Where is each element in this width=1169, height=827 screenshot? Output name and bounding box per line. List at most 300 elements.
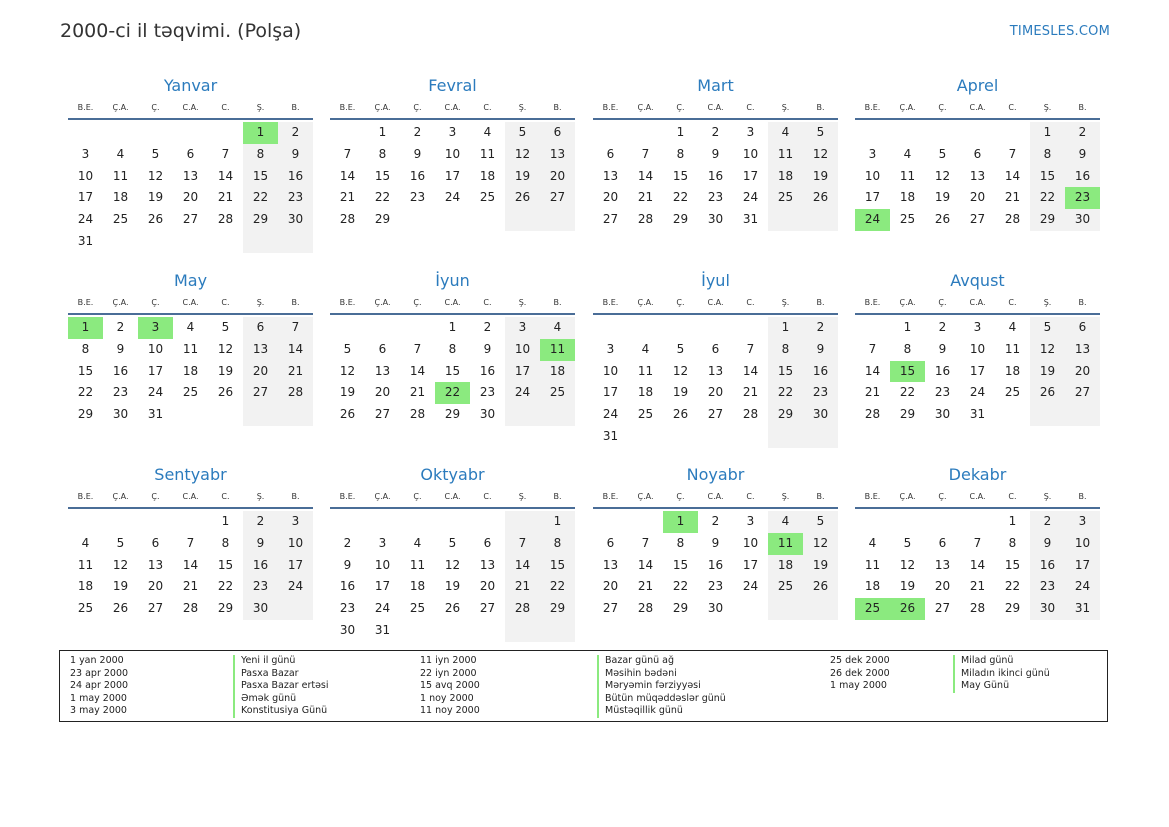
day-cell: 11 bbox=[77, 557, 94, 572]
weekday-label: B.E. bbox=[339, 492, 356, 501]
day-cell: 25 bbox=[409, 601, 426, 616]
empty-cell bbox=[400, 317, 435, 339]
weekday-label: Ç. bbox=[938, 492, 947, 501]
day-cell: 13 bbox=[374, 363, 391, 378]
day-cell: 10 bbox=[77, 168, 94, 183]
weekday-label: Ç.A. bbox=[637, 103, 654, 112]
day-cell: 31 bbox=[602, 428, 619, 443]
weekday-label: B.E. bbox=[602, 103, 619, 112]
day-cell: 1 bbox=[903, 320, 912, 334]
empty-cell bbox=[663, 317, 698, 339]
day-cell: 29 bbox=[768, 404, 803, 426]
day-cell: 1 bbox=[676, 125, 685, 139]
day-cell: 24 bbox=[444, 190, 461, 205]
weekday-label: Ç.A. bbox=[112, 103, 129, 112]
empty-cell bbox=[505, 620, 540, 642]
empty-cell bbox=[628, 317, 663, 339]
day-cell: 21 bbox=[505, 576, 540, 598]
day-cell: 16 bbox=[934, 363, 951, 378]
weekday-label: C. bbox=[221, 492, 230, 501]
day-cell: 18 bbox=[899, 190, 916, 205]
day-cell: 14 bbox=[637, 168, 654, 183]
day-cell: 29 bbox=[672, 212, 689, 227]
day-cell: 26 bbox=[672, 407, 689, 422]
weekday-label: C.A. bbox=[969, 103, 986, 112]
weekday-label: B.E. bbox=[77, 298, 94, 307]
holiday-name: Miladın ikinci günü bbox=[961, 667, 1050, 679]
weekday-label: C. bbox=[746, 298, 755, 307]
day-cell: 23 bbox=[112, 385, 129, 400]
day-cell: 25 bbox=[112, 212, 129, 227]
day-cell: 24 bbox=[1065, 576, 1100, 598]
weekday-label: Ç.A. bbox=[374, 298, 391, 307]
day-cell: 26 bbox=[147, 212, 164, 227]
day-cell: 28 bbox=[339, 212, 356, 227]
day-cell: 23 bbox=[339, 601, 356, 616]
day-cell: 14 bbox=[182, 557, 199, 572]
day-cell: 17 bbox=[505, 361, 540, 383]
weekday-label: Ç. bbox=[151, 492, 160, 501]
day-cell: 10 bbox=[505, 339, 540, 361]
day-cell: 25 bbox=[855, 598, 890, 620]
holiday-name: Pasxa Bazar ertəsi bbox=[241, 680, 329, 692]
empty-cell bbox=[173, 231, 208, 253]
empty-cell bbox=[330, 317, 365, 339]
weekday-header bbox=[855, 293, 1100, 315]
weekday-label: C.A. bbox=[707, 492, 724, 501]
day-cell: 25 bbox=[77, 601, 94, 616]
month-name: Yanvar bbox=[163, 76, 218, 95]
empty-cell bbox=[470, 620, 505, 642]
day-cell: 26 bbox=[217, 385, 234, 400]
empty-cell bbox=[855, 122, 890, 144]
day-cell: 24 bbox=[77, 212, 94, 227]
day-cell: 26 bbox=[934, 212, 951, 227]
day-cell: 6 bbox=[540, 122, 575, 144]
empty-cell bbox=[208, 404, 243, 426]
day-cell: 30 bbox=[707, 601, 724, 616]
day-cell: 17 bbox=[77, 190, 94, 205]
day-cell: 9 bbox=[1030, 533, 1065, 555]
weekday-label: Ç.A. bbox=[637, 298, 654, 307]
day-cell: 28 bbox=[637, 212, 654, 227]
day-grid bbox=[593, 122, 838, 231]
day-cell: 7 bbox=[221, 146, 230, 161]
day-cell: 30 bbox=[112, 407, 129, 422]
empty-cell bbox=[890, 511, 925, 533]
day-cell: 9 bbox=[711, 535, 720, 550]
site-link[interactable]: TIMESLES.COM bbox=[1009, 24, 1110, 39]
month-6 bbox=[330, 267, 575, 426]
day-cell: 14 bbox=[217, 168, 234, 183]
day-cell: 27 bbox=[479, 601, 496, 616]
weekday-label: C.A. bbox=[182, 298, 199, 307]
weekday-label: B.E. bbox=[77, 103, 94, 112]
month-name: Sentyabr bbox=[154, 465, 227, 484]
day-cell: 21 bbox=[742, 385, 759, 400]
day-cell: 19 bbox=[112, 579, 129, 594]
weekday-header bbox=[330, 98, 575, 120]
weekday-label: Ç.A. bbox=[112, 492, 129, 501]
month-1 bbox=[68, 72, 313, 253]
day-cell: 22 bbox=[435, 382, 470, 404]
holiday-date: 1 may 2000 bbox=[830, 680, 887, 692]
empty-cell bbox=[803, 598, 838, 620]
month-9 bbox=[68, 461, 313, 620]
day-cell: 20 bbox=[707, 385, 724, 400]
holiday-name: Yeni il günü bbox=[241, 655, 296, 666]
empty-cell bbox=[470, 209, 505, 231]
day-cell: 31 bbox=[77, 233, 94, 248]
holiday-date: 15 avq 2000 bbox=[420, 680, 480, 692]
day-cell: 4 bbox=[483, 125, 492, 139]
day-cell: 22 bbox=[1004, 579, 1021, 594]
weekday-header bbox=[330, 293, 575, 315]
weekday-label: C. bbox=[1008, 103, 1017, 112]
day-cell: 8 bbox=[540, 533, 575, 555]
weekday-label: Ç. bbox=[413, 298, 422, 307]
day-cell: 10 bbox=[969, 341, 986, 356]
holiday-name: Müstəqillik günü bbox=[605, 705, 683, 717]
day-cell: 15 bbox=[1030, 166, 1065, 188]
day-cell: 1 bbox=[221, 514, 230, 528]
day-cell: 4 bbox=[186, 320, 195, 334]
empty-cell bbox=[733, 598, 768, 620]
weekday-label: Ç.A. bbox=[899, 103, 916, 112]
day-cell: 25 bbox=[899, 212, 916, 227]
weekday-label: B.E. bbox=[602, 298, 619, 307]
day-cell: 18 bbox=[540, 361, 575, 383]
weekday-label: C.A. bbox=[444, 492, 461, 501]
day-cell: 4 bbox=[903, 146, 912, 161]
day-cell: 24 bbox=[602, 407, 619, 422]
day-cell: 23 bbox=[1030, 576, 1065, 598]
day-cell: 2 bbox=[413, 125, 422, 139]
day-cell: 6 bbox=[606, 146, 615, 161]
day-cell: 1 bbox=[68, 317, 103, 339]
day-cell: 20 bbox=[1065, 361, 1100, 383]
empty-cell bbox=[593, 122, 628, 144]
day-cell: 9 bbox=[243, 533, 278, 555]
day-cell: 18 bbox=[77, 579, 94, 594]
holiday-name: Konstitusiya Günü bbox=[241, 705, 328, 717]
day-cell: 30 bbox=[803, 404, 838, 426]
holiday-dates bbox=[70, 655, 128, 718]
day-cell: 1 bbox=[540, 511, 575, 533]
weekday-label: C.A. bbox=[444, 298, 461, 307]
day-cell: 22 bbox=[540, 576, 575, 598]
weekday-label: B.E. bbox=[864, 298, 881, 307]
day-cell: 23 bbox=[479, 385, 496, 400]
day-cell: 13 bbox=[707, 363, 724, 378]
day-cell: 10 bbox=[742, 535, 759, 550]
month-name: Aprel bbox=[956, 76, 999, 95]
day-cell: 18 bbox=[864, 579, 881, 594]
empty-cell bbox=[243, 231, 278, 253]
weekday-label: C.A. bbox=[707, 298, 724, 307]
day-grid bbox=[330, 317, 575, 426]
day-cell: 9 bbox=[803, 339, 838, 361]
day-cell: 21 bbox=[969, 579, 986, 594]
weekday-label: B. bbox=[1078, 298, 1087, 307]
holiday-dates bbox=[420, 655, 480, 718]
empty-cell bbox=[103, 231, 138, 253]
day-cell: 15 bbox=[444, 363, 461, 378]
empty-cell bbox=[435, 620, 470, 642]
empty-cell bbox=[505, 209, 540, 231]
day-cell: 18 bbox=[182, 363, 199, 378]
weekday-label: Ç.A. bbox=[374, 103, 391, 112]
day-cell: 22 bbox=[899, 385, 916, 400]
empty-cell bbox=[400, 511, 435, 533]
day-cell: 16 bbox=[707, 557, 724, 572]
day-cell: 17 bbox=[444, 168, 461, 183]
day-cell: 17 bbox=[602, 385, 619, 400]
day-cell: 19 bbox=[1030, 361, 1065, 383]
day-cell: 9 bbox=[1065, 144, 1100, 166]
empty-cell bbox=[960, 122, 995, 144]
day-cell: 27 bbox=[1065, 382, 1100, 404]
holiday-names bbox=[953, 655, 1050, 693]
empty-cell bbox=[365, 317, 400, 339]
weekday-header bbox=[593, 487, 838, 509]
day-cell: 24 bbox=[855, 209, 890, 231]
day-cell: 24 bbox=[147, 385, 164, 400]
empty-cell bbox=[803, 426, 838, 448]
day-cell: 27 bbox=[540, 187, 575, 209]
day-cell: 29 bbox=[899, 407, 916, 422]
day-cell: 19 bbox=[934, 190, 951, 205]
weekday-label: C. bbox=[221, 103, 230, 112]
day-cell: 21 bbox=[339, 190, 356, 205]
day-cell: 12 bbox=[217, 341, 234, 356]
day-cell: 2 bbox=[243, 511, 278, 533]
day-cell: 10 bbox=[1065, 533, 1100, 555]
day-cell: 8 bbox=[1030, 144, 1065, 166]
empty-cell bbox=[960, 511, 995, 533]
day-cell: 2 bbox=[803, 317, 838, 339]
day-cell: 21 bbox=[637, 190, 654, 205]
day-cell: 25 bbox=[540, 382, 575, 404]
empty-cell bbox=[173, 122, 208, 144]
day-cell: 15 bbox=[243, 166, 278, 188]
day-cell: 31 bbox=[969, 407, 986, 422]
empty-cell bbox=[995, 122, 1030, 144]
day-cell: 16 bbox=[1065, 166, 1100, 188]
day-cell: 12 bbox=[147, 168, 164, 183]
day-cell: 7 bbox=[1008, 146, 1017, 161]
day-cell: 5 bbox=[116, 535, 125, 550]
day-cell: 16 bbox=[112, 363, 129, 378]
day-cell: 19 bbox=[803, 166, 838, 188]
day-cell: 9 bbox=[116, 341, 125, 356]
day-cell: 14 bbox=[864, 363, 881, 378]
day-cell: 7 bbox=[868, 341, 877, 356]
day-cell: 24 bbox=[742, 579, 759, 594]
day-cell: 22 bbox=[1030, 187, 1065, 209]
empty-cell bbox=[68, 511, 103, 533]
day-cell: 29 bbox=[243, 209, 278, 231]
day-cell: 27 bbox=[969, 212, 986, 227]
day-cell: 3 bbox=[138, 317, 173, 339]
weekday-label: C.A. bbox=[969, 492, 986, 501]
day-cell: 19 bbox=[147, 190, 164, 205]
day-cell: 13 bbox=[602, 168, 619, 183]
day-cell: 18 bbox=[637, 385, 654, 400]
empty-cell bbox=[330, 122, 365, 144]
day-cell: 22 bbox=[672, 579, 689, 594]
day-cell: 24 bbox=[374, 601, 391, 616]
day-cell: 25 bbox=[1004, 385, 1021, 400]
day-cell: 19 bbox=[217, 363, 234, 378]
day-cell: 13 bbox=[1065, 339, 1100, 361]
day-cell: 9 bbox=[711, 146, 720, 161]
empty-cell bbox=[855, 317, 890, 339]
holiday-name: May Günü bbox=[961, 680, 1010, 692]
day-cell: 15 bbox=[540, 555, 575, 577]
weekday-label: Ç.A. bbox=[899, 298, 916, 307]
empty-cell bbox=[278, 231, 313, 253]
day-cell: 13 bbox=[602, 557, 619, 572]
day-cell: 8 bbox=[378, 146, 387, 161]
day-cell: 27 bbox=[602, 601, 619, 616]
day-cell: 28 bbox=[505, 598, 540, 620]
day-cell: 21 bbox=[278, 361, 313, 383]
day-cell: 22 bbox=[672, 190, 689, 205]
day-cell: 1 bbox=[448, 320, 457, 334]
day-cell: 31 bbox=[374, 622, 391, 637]
day-cell: 18 bbox=[479, 168, 496, 183]
weekday-label: B. bbox=[1078, 103, 1087, 112]
day-cell: 30 bbox=[1030, 598, 1065, 620]
day-cell: 13 bbox=[540, 144, 575, 166]
weekday-label: B. bbox=[816, 298, 825, 307]
empty-cell bbox=[138, 122, 173, 144]
day-cell: 8 bbox=[448, 341, 457, 356]
empty-cell bbox=[768, 209, 803, 231]
day-cell: 28 bbox=[637, 601, 654, 616]
holiday-date: 25 dek 2000 bbox=[830, 655, 890, 666]
day-cell: 23 bbox=[278, 187, 313, 209]
day-cell: 30 bbox=[479, 407, 496, 422]
day-cell: 3 bbox=[868, 146, 877, 161]
weekday-label: Ç.A. bbox=[112, 298, 129, 307]
day-cell: 12 bbox=[803, 144, 838, 166]
day-cell: 30 bbox=[1065, 209, 1100, 231]
month-12 bbox=[855, 461, 1100, 620]
day-cell: 28 bbox=[969, 601, 986, 616]
day-cell: 10 bbox=[742, 146, 759, 161]
day-cell: 3 bbox=[278, 511, 313, 533]
day-cell: 7 bbox=[973, 535, 982, 550]
weekday-label: B. bbox=[553, 103, 562, 112]
day-cell: 14 bbox=[637, 557, 654, 572]
day-cell: 16 bbox=[707, 168, 724, 183]
day-cell: 31 bbox=[147, 407, 164, 422]
day-cell: 28 bbox=[278, 382, 313, 404]
day-cell: 20 bbox=[479, 579, 496, 594]
weekday-label: C. bbox=[746, 492, 755, 501]
month-name: Dekabr bbox=[948, 465, 1007, 484]
day-cell: 4 bbox=[868, 535, 877, 550]
day-cell: 1 bbox=[663, 511, 698, 533]
weekday-label: Ç. bbox=[676, 103, 685, 112]
day-cell: 2 bbox=[938, 320, 947, 334]
weekday-label: B. bbox=[291, 103, 300, 112]
day-cell: 25 bbox=[182, 385, 199, 400]
day-cell: 29 bbox=[77, 407, 94, 422]
weekday-header bbox=[593, 293, 838, 315]
weekday-label: Ş. bbox=[518, 103, 527, 112]
day-cell: 28 bbox=[182, 601, 199, 616]
day-cell: 19 bbox=[339, 385, 356, 400]
holiday-name: Bazar günü ağ bbox=[605, 655, 675, 666]
day-cell: 10 bbox=[602, 363, 619, 378]
day-cell: 15 bbox=[1004, 557, 1021, 572]
day-cell: 20 bbox=[540, 166, 575, 188]
day-cell: 12 bbox=[1030, 339, 1065, 361]
day-cell: 22 bbox=[217, 579, 234, 594]
month-name: Avqust bbox=[950, 271, 1005, 290]
day-cell: 17 bbox=[742, 557, 759, 572]
day-cell: 15 bbox=[768, 361, 803, 383]
day-cell: 30 bbox=[934, 407, 951, 422]
holiday-date: 1 yan 2000 bbox=[70, 655, 124, 666]
day-cell: 17 bbox=[742, 168, 759, 183]
day-cell: 17 bbox=[278, 555, 313, 577]
day-cell: 8 bbox=[221, 535, 230, 550]
day-cell: 7 bbox=[278, 317, 313, 339]
weekday-label: C. bbox=[1008, 298, 1017, 307]
day-cell: 27 bbox=[374, 407, 391, 422]
day-cell: 21 bbox=[217, 190, 234, 205]
day-grid bbox=[855, 317, 1100, 426]
day-cell: 13 bbox=[182, 168, 199, 183]
day-cell: 20 bbox=[969, 190, 986, 205]
day-cell: 10 bbox=[374, 557, 391, 572]
day-cell: 28 bbox=[742, 407, 759, 422]
month-11 bbox=[593, 461, 838, 620]
holiday-list bbox=[59, 650, 1108, 722]
day-cell: 18 bbox=[768, 166, 803, 188]
day-cell: 15 bbox=[217, 557, 234, 572]
day-cell: 13 bbox=[934, 557, 951, 572]
day-cell: 23 bbox=[707, 190, 724, 205]
day-cell: 23 bbox=[1065, 187, 1100, 209]
day-cell: 15 bbox=[374, 168, 391, 183]
empty-cell bbox=[698, 317, 733, 339]
empty-cell bbox=[505, 511, 540, 533]
day-cell: 3 bbox=[973, 320, 982, 334]
day-cell: 6 bbox=[711, 341, 720, 356]
day-cell: 11 bbox=[768, 533, 803, 555]
holiday-date: 26 dek 2000 bbox=[830, 667, 890, 679]
empty-cell bbox=[593, 511, 628, 533]
day-cell: 6 bbox=[378, 341, 387, 356]
empty-cell bbox=[208, 122, 243, 144]
day-cell: 23 bbox=[707, 579, 724, 594]
weekday-label: Ş. bbox=[1043, 298, 1052, 307]
day-grid bbox=[855, 511, 1100, 620]
day-cell: 20 bbox=[602, 579, 619, 594]
day-cell: 7 bbox=[413, 341, 422, 356]
day-cell: 3 bbox=[505, 317, 540, 339]
day-cell: 10 bbox=[147, 341, 164, 356]
empty-cell bbox=[278, 598, 313, 620]
empty-cell bbox=[1030, 404, 1065, 426]
day-grid bbox=[593, 511, 838, 620]
weekday-label: C. bbox=[746, 103, 755, 112]
